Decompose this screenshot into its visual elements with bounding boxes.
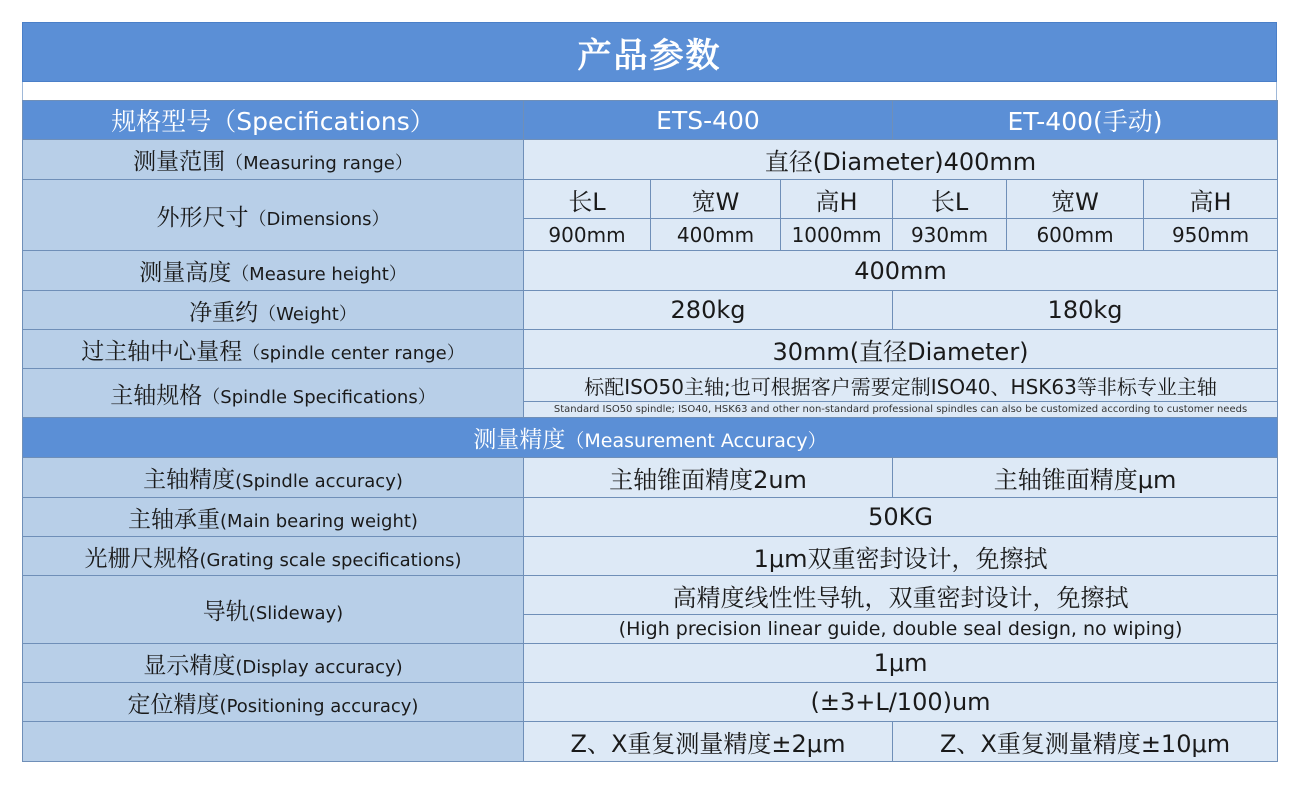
spindle-spec-row bbox=[23, 369, 1278, 402]
main-bearing-row bbox=[23, 498, 1278, 537]
title-banner bbox=[22, 22, 1277, 82]
spec-table bbox=[22, 100, 1278, 762]
dim-value-cell: 950mm bbox=[1144, 219, 1278, 251]
weight-row bbox=[23, 291, 1278, 330]
slideway-value-en: (High precision linear guide, double seal design, no wiping) bbox=[524, 615, 1278, 644]
dim-header-cell: 高H bbox=[1144, 180, 1278, 219]
measuring-range-label: 测量范围（Measuring range） bbox=[23, 140, 524, 180]
dim-value-cell: 600mm bbox=[1007, 219, 1144, 251]
model-b-header: ET-400(手动) bbox=[893, 101, 1278, 140]
grating-row bbox=[23, 537, 1278, 576]
dim-header-cell: 长L bbox=[893, 180, 1007, 219]
dim-header-cell: 宽W bbox=[651, 180, 781, 219]
spindle-center-row bbox=[23, 330, 1278, 369]
grating-label: 光栅尺规格(Grating scale specifications) bbox=[23, 537, 524, 576]
accuracy-section-row bbox=[23, 418, 1278, 458]
measure-height-row bbox=[23, 251, 1278, 291]
dim-value-cell: 1000mm bbox=[781, 219, 893, 251]
dimensions-header-row bbox=[23, 180, 1278, 219]
display-accuracy-value: 1μm bbox=[524, 644, 1278, 683]
spindle-spec-label: 主轴规格（Spindle Specifications） bbox=[23, 369, 524, 418]
model-a-header: ETS-400 bbox=[524, 101, 893, 140]
spindle-accuracy-row bbox=[23, 458, 1278, 498]
spec-header-label: 规格型号（Specifications） bbox=[23, 101, 524, 140]
accuracy-section-heading: 测量精度（Measurement Accuracy） bbox=[23, 418, 1278, 458]
measuring-range-value: 直径(Diameter)400mm bbox=[524, 140, 1278, 180]
slideway-row bbox=[23, 576, 1278, 615]
slideway-label: 导轨(Slideway) bbox=[23, 576, 524, 644]
repeat-accuracy-value-b: Z、X重复测量精度±10μm bbox=[893, 722, 1278, 762]
display-accuracy-label: 显示精度(Display accuracy) bbox=[23, 644, 524, 683]
grating-value: 1μm双重密封设计，免擦拭 bbox=[524, 537, 1278, 576]
spindle-center-label: 过主轴中心量程（spindle center range） bbox=[23, 330, 524, 369]
weight-label: 净重约（Weight） bbox=[23, 291, 524, 330]
dim-value-cell: 400mm bbox=[651, 219, 781, 251]
dim-value-cell: 930mm bbox=[893, 219, 1007, 251]
header-row bbox=[23, 101, 1278, 140]
slideway-value-cn: 高精度线性性导轨，双重密封设计，免擦拭 bbox=[524, 576, 1278, 615]
spindle-accuracy-label: 主轴精度(Spindle accuracy) bbox=[23, 458, 524, 498]
spindle-accuracy-value-a: 主轴锥面精度2um bbox=[524, 458, 893, 498]
main-bearing-value: 50KG bbox=[524, 498, 1278, 537]
spindle-accuracy-value-b: 主轴锥面精度μm bbox=[893, 458, 1278, 498]
spindle-center-value: 30mm(直径Diameter) bbox=[524, 330, 1278, 369]
repeat-accuracy-value-a: Z、X重复测量精度±2μm bbox=[524, 722, 893, 762]
positioning-value: (±3+L/100)um bbox=[524, 683, 1278, 722]
dimensions-label: 外形尺寸（Dimensions） bbox=[23, 180, 524, 251]
positioning-row bbox=[23, 683, 1278, 722]
spindle-spec-value-cn: 标配ISO50主轴;也可根据客户需要定制ISO40、HSK63等非标专业主轴 bbox=[524, 369, 1278, 402]
spindle-spec-value-en: Standard ISO50 spindle; ISO40, HSK63 and other non-standard professional spindles can also be customized according to customer needs bbox=[524, 402, 1278, 418]
measure-height-label: 测量高度（Measure height） bbox=[23, 251, 524, 291]
spacer bbox=[22, 82, 1277, 100]
positioning-label: 定位精度(Positioning accuracy) bbox=[23, 683, 524, 722]
measure-height-value: 400mm bbox=[524, 251, 1278, 291]
dim-header-cell: 高H bbox=[781, 180, 893, 219]
weight-value-b: 180kg bbox=[893, 291, 1278, 330]
repeat-accuracy-row bbox=[23, 722, 1278, 762]
main-bearing-label: 主轴承重(Main bearing weight) bbox=[23, 498, 524, 537]
dim-header-cell: 长L bbox=[524, 180, 651, 219]
dim-value-cell: 900mm bbox=[524, 219, 651, 251]
dim-header-cell: 宽W bbox=[1007, 180, 1144, 219]
measuring-range-row bbox=[23, 140, 1278, 180]
display-accuracy-row bbox=[23, 644, 1278, 683]
page-title: 产品参数 bbox=[577, 35, 722, 76]
repeat-accuracy-label bbox=[23, 722, 524, 762]
weight-value-a: 280kg bbox=[524, 291, 893, 330]
